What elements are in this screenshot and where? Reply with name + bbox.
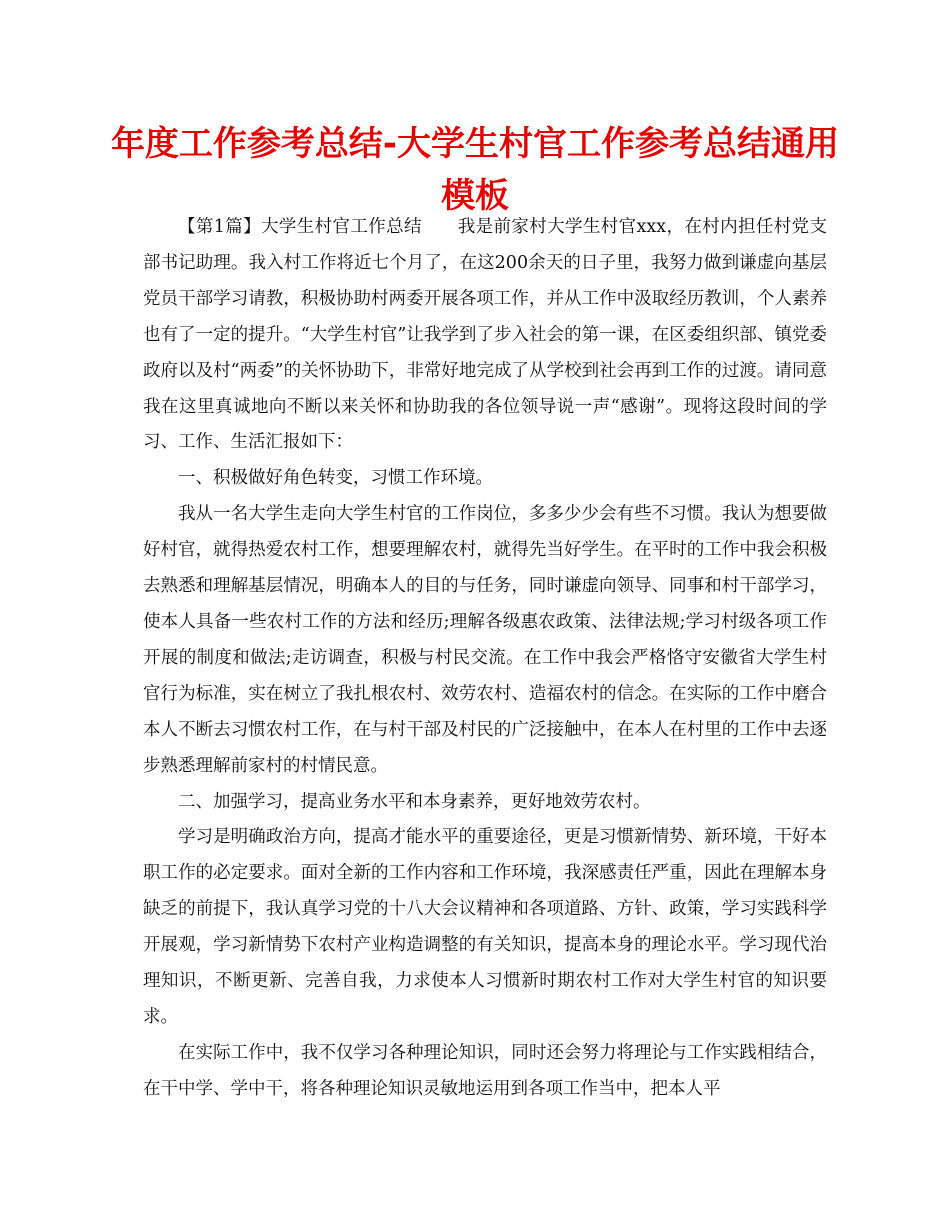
paragraph-study: 学习是明确政治方向，提高才能水平的重要途径，更是习惯新情势、新环境，干好本职工作的必定要求。面对全新的工作内容和工作环境，我深感责任严重，因此在理解本身缺乏的前提下，我认真学习党的十八大会议精神和各项道路、方针、政策，学习实践科学开展观，学习新情势下农村产业构造调整的有关知识，提高本身的理论水平。学习现代治理知识，不断更新、完善自我，力求使本人习惯新时期农村工作对大学生村官的知识要求。 (143, 827, 827, 1027)
document-body (143, 210, 827, 1108)
document-title: 年度工作参考总结-大学生村官工作参考总结通用模板 (110, 124, 840, 216)
paragraph-practice: 在实际工作中，我不仅学习各种理论知识，同时还会努力将理论与工作实践相结合，在干中学、学中干，将各种理论知识灵敏地运用到各项工作当中，把本人平 (143, 1042, 827, 1099)
section-heading-1: 一、积极做好角色转变，习惯工作环境。 (178, 468, 493, 489)
paragraph-role-change: 我从一名大学生走向大学生村官的工作岗位，多多少少会有些不习惯。我认为想要做好村官，就得热爱农村工作，想要理解农村，就得先当好学生。在平时的工作中我会积极去熟悉和理解基层情况，明确本人的目的与任务，同时谦虚向领导、同事和村干部学习，使本人具备一些农村工作的方法和经历;理解各级惠农政策、法律法规;学习村级各项工作开展的制度和做法;走访调查，积极与村民交流。在工作中我会严格恪守安徽省大学生村官行为标准，实在树立了我扎根农村、效劳农村、造福农村的信念。在实际的工作中磨合本人不断去习惯农村工作，在与村干部及村民的广泛接触中，在本人在村里的工作中去逐步熟悉理解前家村的村情民意。 (143, 504, 827, 776)
paragraph-intro: 【第1篇】大学生村官工作总结 我是前家村大学生村官xxx，在村内担任村党支部书记助理。我入村工作将近七个月了，在这200余天的日子里，我努力做到谦虚向基层党员干部学习请教，积极协助村两委开展各项工作，并从工作中汲取经历教训，个人素养也有了一定的提升。“大学生村官”让我学到了步入社会的第一课，在区委组织部、镇党委政府以及村“两委”的关怀协助下，非常好地完成了从学校到社会再到工作的过渡。请同意我在这里真诚地向不断以来关怀和协助我的各位领导说一声“感谢”。现将这段时间的学习、工作、生活汇报如下： (143, 217, 827, 453)
section-heading-2: 二、加强学习，提高业务水平和本身素养，更好地效劳农村。 (178, 791, 651, 812)
